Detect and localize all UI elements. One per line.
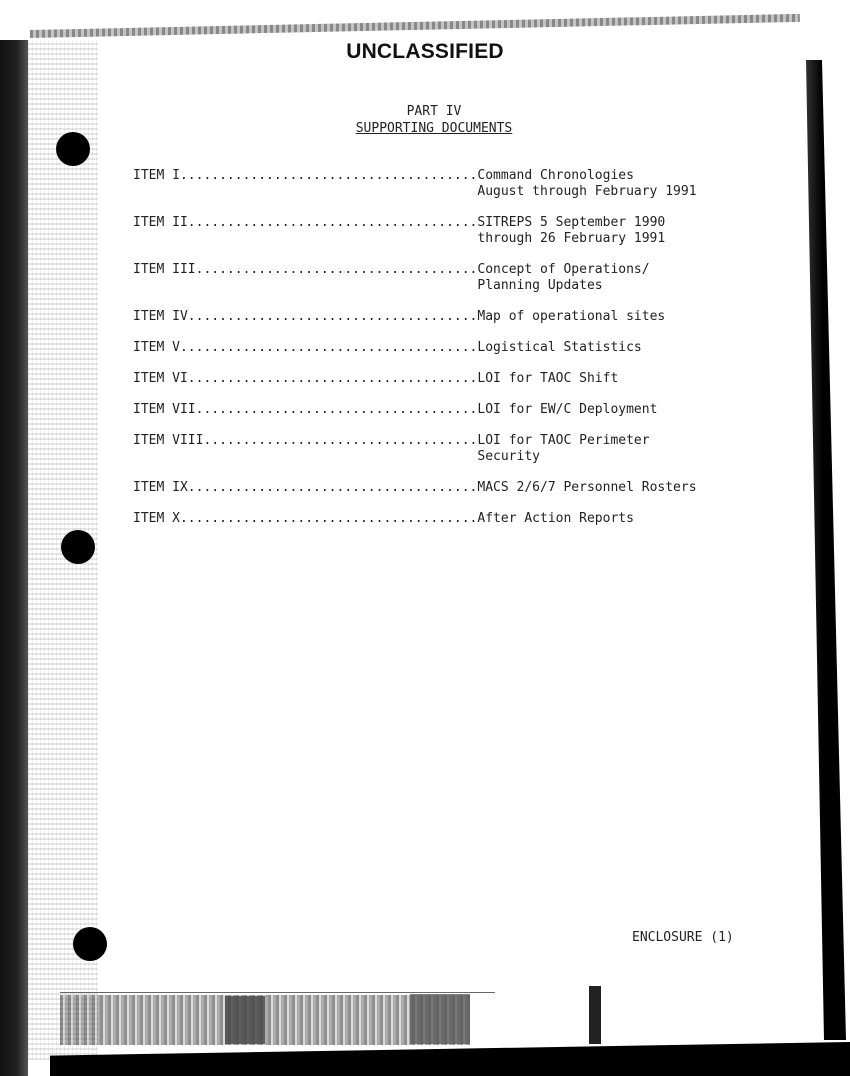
part-subtitle: SUPPORTING DOCUMENTS <box>355 121 513 136</box>
item-row <box>133 402 657 418</box>
scan-noise-bottom <box>60 995 470 1045</box>
dot-leader: ...................................... <box>179 168 478 183</box>
dot-leader: ................................... <box>203 433 478 448</box>
item-label: ITEM IV <box>133 309 188 324</box>
dot-leader: ..................................... <box>187 480 478 495</box>
item-label: ITEM III <box>133 262 196 277</box>
item-row <box>133 371 618 387</box>
item-description-continued: August through February 1991 <box>477 184 697 199</box>
scan-smudge <box>225 996 265 1044</box>
item-description: LOI for TAOC Shift <box>477 371 619 386</box>
item-description-continued: through 26 February 1991 <box>477 231 666 246</box>
scan-edge-bottom <box>50 1042 850 1076</box>
scan-edge-right <box>806 60 846 1040</box>
item-label: ITEM VII <box>133 402 196 417</box>
item-row <box>133 215 665 247</box>
item-description: MACS 2/6/7 Personnel Rosters <box>477 480 697 495</box>
item-description: LOI for TAOC Perimeter <box>477 433 650 448</box>
item-label: ITEM IX <box>133 480 188 495</box>
item-row <box>133 262 650 294</box>
item-label: ITEM X <box>133 511 180 526</box>
item-label: ITEM II <box>133 215 188 230</box>
scan-edge-left <box>0 40 28 1076</box>
scan-smudge <box>410 994 470 1044</box>
dot-leader: ...................................... <box>179 340 478 355</box>
scan-edge-top <box>30 14 800 38</box>
item-description: Command Chronologies <box>477 168 634 183</box>
item-description: Concept of Operations/ <box>477 262 650 277</box>
item-description: SITREPS 5 September 1990 <box>477 215 666 230</box>
item-label: ITEM VI <box>133 371 188 386</box>
dot-leader: ..................................... <box>187 371 478 386</box>
dot-leader: .................................... <box>195 402 478 417</box>
dot-leader: ..................................... <box>187 309 478 324</box>
item-description: Map of operational sites <box>477 309 666 324</box>
item-row <box>133 168 697 200</box>
classification-banner: UNCLASSIFIED <box>346 40 504 63</box>
item-row <box>133 433 650 465</box>
item-description: After Action Reports <box>477 511 634 526</box>
punch-hole <box>56 132 90 166</box>
punch-hole <box>61 530 95 564</box>
item-row <box>133 309 665 325</box>
dot-leader: .................................... <box>195 262 478 277</box>
dot-leader: ...................................... <box>179 511 478 526</box>
item-label: ITEM V <box>133 340 180 355</box>
scan-smudge <box>589 986 601 1044</box>
item-row <box>133 511 634 527</box>
item-label: ITEM I <box>133 168 180 183</box>
item-description: Logistical Statistics <box>477 340 642 355</box>
item-row <box>133 340 642 356</box>
item-row <box>133 480 697 496</box>
item-description: LOI for EW/C Deployment <box>477 402 658 417</box>
punch-hole <box>73 927 107 961</box>
enclosure-label: ENCLOSURE (1) <box>632 930 734 945</box>
item-label: ITEM VIII <box>133 433 204 448</box>
item-description-continued: Security <box>477 449 540 464</box>
scan-rule <box>60 992 495 993</box>
item-description-continued: Planning Updates <box>477 278 603 293</box>
part-title: PART IV <box>406 104 462 119</box>
dot-leader: ..................................... <box>187 215 478 230</box>
